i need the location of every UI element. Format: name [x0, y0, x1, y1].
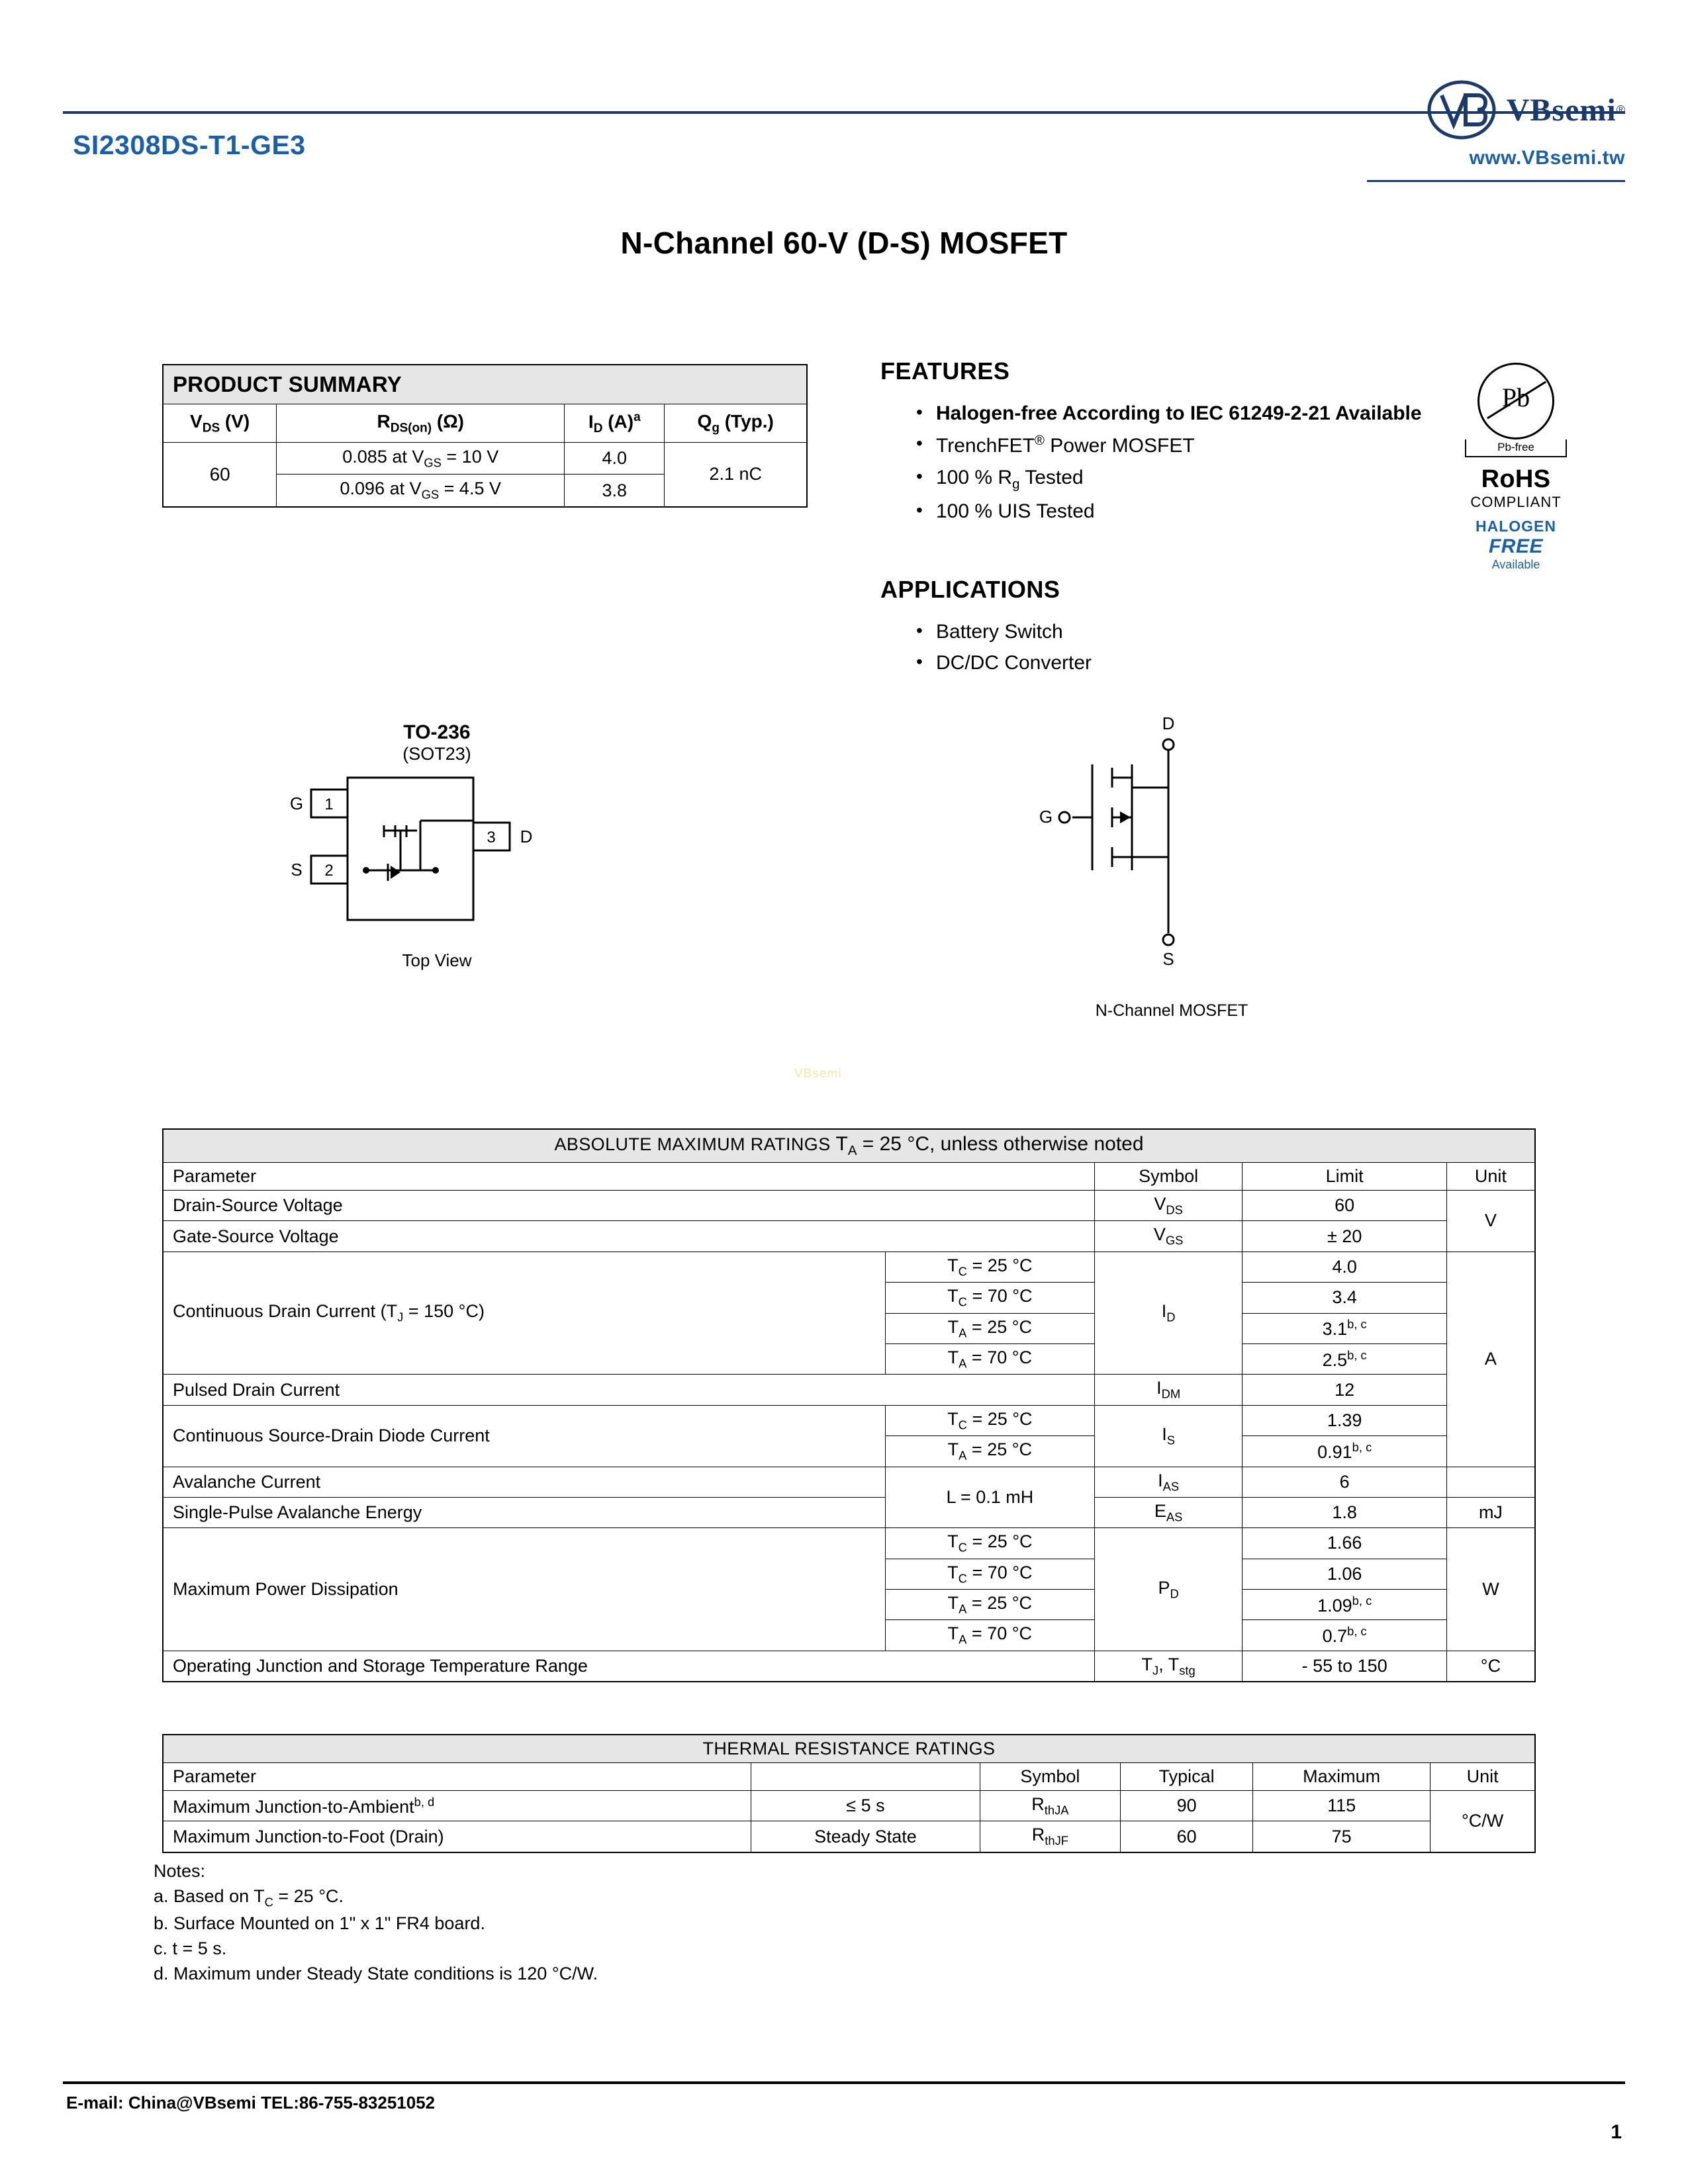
value-rdson-1: 0.085 at $V_{GS} = 10$ V	[277, 442, 565, 474]
amr-cond-pd-4: $T_A = 70$ °C	[885, 1620, 1094, 1651]
thermal-max-2: 75	[1253, 1821, 1430, 1852]
value-id-2: 3.8	[565, 475, 665, 507]
amr-limit-id-3: 3.1$^{b, c}$	[1243, 1313, 1446, 1343]
amr-cond-id-2: $T_C = 70$ °C	[885, 1283, 1094, 1313]
amr-unit-v: V	[1446, 1191, 1535, 1252]
amr-cond-id-3: $T_A = 25$ °C	[885, 1313, 1094, 1343]
amr-symbol-vds: $V_{DS}$	[1094, 1191, 1243, 1221]
thermal-col-symbol: Symbol	[980, 1763, 1120, 1791]
amr-limit-eas: 1.8	[1243, 1497, 1446, 1527]
watermark: VBsemi	[794, 1067, 842, 1081]
document-title: N-Channel 60-V (D-S) MOSFET	[620, 226, 1068, 260]
note-b: b. Surface Mounted on 1" x 1" FR4 board.	[154, 1913, 485, 1933]
pb-symbol: Pb	[1501, 383, 1530, 412]
col-id: $I_D$ $(A)^a$	[565, 404, 665, 443]
table-row	[163, 1467, 1535, 1497]
pb-free-caption: Pb-free	[1465, 439, 1567, 457]
product-summary-title: PRODUCT SUMMARY	[163, 365, 807, 404]
table-row	[163, 1821, 1535, 1852]
thermal-banner: THERMAL RESISTANCE RATINGS	[163, 1735, 1535, 1763]
table-row	[163, 1651, 1535, 1682]
amr-param-vgs: Gate-Source Voltage	[163, 1221, 1094, 1251]
thermal-max-1: 115	[1253, 1791, 1430, 1821]
application-item-0: • Battery Switch	[907, 619, 1503, 645]
thermal-col-blank	[751, 1763, 980, 1791]
product-summary-table	[162, 364, 808, 508]
applications-list	[880, 619, 1503, 682]
svg-text:D: D	[520, 827, 533, 846]
amr-symbol-id: $I_D$	[1094, 1251, 1243, 1375]
svg-text:S: S	[291, 860, 303, 880]
table-row	[163, 1405, 1535, 1435]
package-name: TO-236	[403, 721, 471, 743]
amr-param-pd: Maximum Power Dissipation	[163, 1528, 885, 1651]
amr-limit-ias: 6	[1243, 1467, 1446, 1497]
footer-contact: E-mail: China@VBsemi TEL:86-755-83251052	[66, 2093, 436, 2113]
svg-text:2: 2	[324, 862, 334, 880]
amr-limit-id-4: 2.5$^{b, c}$	[1243, 1343, 1446, 1374]
amr-limit-idm: 12	[1243, 1375, 1446, 1405]
svg-text:D: D	[1162, 715, 1175, 733]
note-a: a. Based on $T_C = 25$ °C.	[154, 1886, 344, 1909]
thermal-symbol-2: $R_{thJF}$	[980, 1821, 1120, 1852]
applications-title: APPLICATIONS	[880, 576, 1060, 603]
value-rdson-2: 0.096 at $V_{GS} = 4.5$ V	[277, 475, 565, 507]
package-outline-svg	[285, 764, 589, 943]
free-label: FREE	[1488, 535, 1543, 557]
thermal-typ-1: 90	[1121, 1791, 1253, 1821]
page-number: 1	[1611, 2121, 1622, 2143]
mosfet-symbol	[1033, 715, 1311, 1021]
amr-unit-c: °C	[1446, 1651, 1535, 1682]
amr-cond-id-4: $T_A = 70$ °C	[885, 1343, 1094, 1374]
amr-limit-tj: - 55 to 150	[1243, 1651, 1446, 1682]
thermal-cond-1: ≤ 5 s	[751, 1791, 980, 1821]
thermal-param-jf: Maximum Junction-to-Foot (Drain)	[163, 1821, 751, 1852]
notes-title: Notes:	[154, 1861, 206, 1881]
amr-limit-id-1: 4.0	[1243, 1251, 1446, 1282]
col-vds: $V_{DS}$ (V)	[163, 404, 277, 443]
thermal-col-typical: Typical	[1121, 1763, 1253, 1791]
vbsemi-logo-icon	[1427, 79, 1501, 140]
page-title: SI2308DS-T1-GE3	[73, 130, 306, 160]
package-drawing	[285, 721, 589, 971]
amr-col-parameter: Parameter	[163, 1163, 1094, 1191]
table-row	[163, 1528, 1535, 1559]
table-row	[163, 1791, 1535, 1821]
amr-col-unit: Unit	[1446, 1163, 1535, 1191]
package-alt-name: (SOT23)	[402, 744, 471, 764]
amr-unit-a: A	[1446, 1251, 1535, 1467]
svg-text:G: G	[289, 794, 304, 813]
application-item-1: • DC/DC Converter	[907, 651, 1503, 676]
value-qg: 2.1 nC	[665, 442, 807, 506]
mosfet-symbol-svg	[1033, 715, 1311, 993]
amr-col-symbol: Symbol	[1094, 1163, 1243, 1191]
available-label: Available	[1491, 558, 1540, 571]
brand-block	[1427, 79, 1625, 169]
amr-param-idm: Pulsed Drain Current	[163, 1375, 1094, 1405]
pb-free-icon	[1477, 363, 1554, 439]
rohs-label: RoHS	[1481, 465, 1551, 493]
amr-param-tj: Operating Junction and Storage Temperature Range	[163, 1651, 1094, 1682]
amr-cond-avalanche: L = 0.1 mH	[885, 1467, 1094, 1528]
table-row	[163, 1191, 1535, 1221]
amr-param-is: Continuous Source-Drain Diode Current	[163, 1405, 885, 1467]
amr-param-ias: Avalanche Current	[163, 1467, 885, 1497]
thermal-col-unit: Unit	[1430, 1763, 1535, 1791]
amr-banner: ABSOLUTE MAXIMUM RATINGS $T_A = 25$ °C, unless otherwise noted	[163, 1129, 1535, 1163]
features-title: FEATURES	[880, 357, 1010, 385]
notes-block	[154, 1860, 598, 1987]
amr-col-limit: Limit	[1243, 1163, 1446, 1191]
note-c: c. t = 5 s.	[154, 1938, 227, 1958]
thermal-param-jа: Maximum Junction-to-Ambient$^{b, d}$	[163, 1791, 751, 1821]
thermal-typ-2: 60	[1121, 1821, 1253, 1852]
thermal-col-parameter: Parameter	[163, 1763, 751, 1791]
symbol-caption: N-Channel MOSFET	[1095, 1001, 1248, 1020]
col-rdson: $R_{DS(on)}$ (Ω)	[277, 404, 565, 443]
table-row	[163, 1221, 1535, 1251]
amr-symbol-eas: $E_{AS}$	[1094, 1497, 1243, 1527]
amr-symbol-tj: $T_J$, $T_{stg}$	[1094, 1651, 1243, 1682]
amr-param-eas: Single-Pulse Avalanche Energy	[163, 1497, 885, 1527]
amr-limit-pd-3: 1.09$^{b, c}$	[1243, 1590, 1446, 1620]
feature-item-3: • 100 % UIS Tested	[907, 499, 1569, 524]
svg-text:3: 3	[487, 829, 496, 846]
amr-unit-mj: mJ	[1446, 1497, 1535, 1527]
thermal-cond-2: Steady State	[751, 1821, 980, 1852]
thermal-resistance-table	[162, 1734, 1536, 1853]
amr-param-vds: Drain-Source Voltage	[163, 1191, 1094, 1221]
thermal-unit: °C/W	[1430, 1791, 1535, 1852]
absolute-maximum-ratings-table	[162, 1128, 1536, 1682]
amr-limit-pd-4: 0.7$^{b, c}$	[1243, 1620, 1446, 1651]
website-underline	[1367, 180, 1625, 182]
thermal-col-maximum: Maximum	[1253, 1763, 1430, 1791]
value-id-1: 4.0	[565, 442, 665, 474]
package-view-label: Top View	[402, 950, 472, 970]
amr-param-id: Continuous Drain Current ($T_J = 150$ °C)	[163, 1251, 885, 1375]
amr-limit-is-1: 1.39	[1243, 1405, 1446, 1435]
feature-item-2: • 100 % $R_g$ Tested	[907, 465, 1569, 493]
amr-cond-is-1: $T_C = 25$ °C	[885, 1405, 1094, 1435]
svg-text:S: S	[1162, 949, 1174, 969]
thermal-symbol-1: $R_{thJA}$	[980, 1791, 1120, 1821]
halogen-label: HALOGEN	[1476, 518, 1556, 535]
amr-symbol-vgs: $V_{GS}$	[1094, 1221, 1243, 1251]
amr-symbol-pd: $P_D$	[1094, 1528, 1243, 1651]
brand-website[interactable]: www.VBsemi.tw	[1469, 147, 1625, 169]
table-row	[163, 1497, 1535, 1527]
amr-limit-is-2: 0.91$^{b, c}$	[1243, 1436, 1446, 1467]
amr-limit-vds: 60	[1243, 1191, 1446, 1221]
amr-limit-vgs: ± 20	[1243, 1221, 1446, 1251]
amr-limit-id-2: 3.4	[1243, 1283, 1446, 1313]
registered-mark: ®	[1616, 103, 1625, 116]
amr-unit-ias	[1446, 1467, 1535, 1497]
brand-name: VBsemi	[1506, 92, 1617, 128]
amr-symbol-idm: $I_{DM}$	[1094, 1375, 1243, 1405]
table-row	[163, 1375, 1535, 1405]
rohs-compliant-label: COMPLIANT	[1470, 494, 1562, 510]
col-qg: $Q_g$ (Typ.)	[665, 404, 807, 443]
feature-item-1: • TrenchFET® Power MOSFET	[907, 432, 1569, 459]
amr-cond-pd-2: $T_C = 70$ °C	[885, 1559, 1094, 1589]
amr-limit-pd-1: 1.66	[1243, 1528, 1446, 1559]
amr-cond-is-2: $T_A = 25$ °C	[885, 1436, 1094, 1467]
amr-symbol-ias: $I_{AS}$	[1094, 1467, 1243, 1497]
amr-unit-w: W	[1446, 1528, 1535, 1651]
amr-cond-id-1: $T_C = 25$ °C	[885, 1251, 1094, 1282]
amr-limit-pd-2: 1.06	[1243, 1559, 1446, 1589]
footer-divider	[63, 2081, 1625, 2084]
header-divider	[63, 111, 1625, 114]
amr-cond-pd-3: $T_A = 25$ °C	[885, 1590, 1094, 1620]
amr-symbol-is: $I_S$	[1094, 1405, 1243, 1467]
table-row	[163, 1251, 1535, 1282]
feature-item-0: • Halogen-free According to IEC 61249-2-21 Available	[907, 401, 1569, 426]
svg-text:1: 1	[324, 796, 334, 813]
svg-text:G: G	[1039, 807, 1053, 827]
value-vds: 60	[163, 442, 277, 506]
note-d: d. Maximum under Steady State conditions is 120 °C/W.	[154, 1963, 598, 1983]
compliance-block	[1446, 363, 1585, 572]
amr-cond-pd-1: $T_C = 25$ °C	[885, 1528, 1094, 1559]
